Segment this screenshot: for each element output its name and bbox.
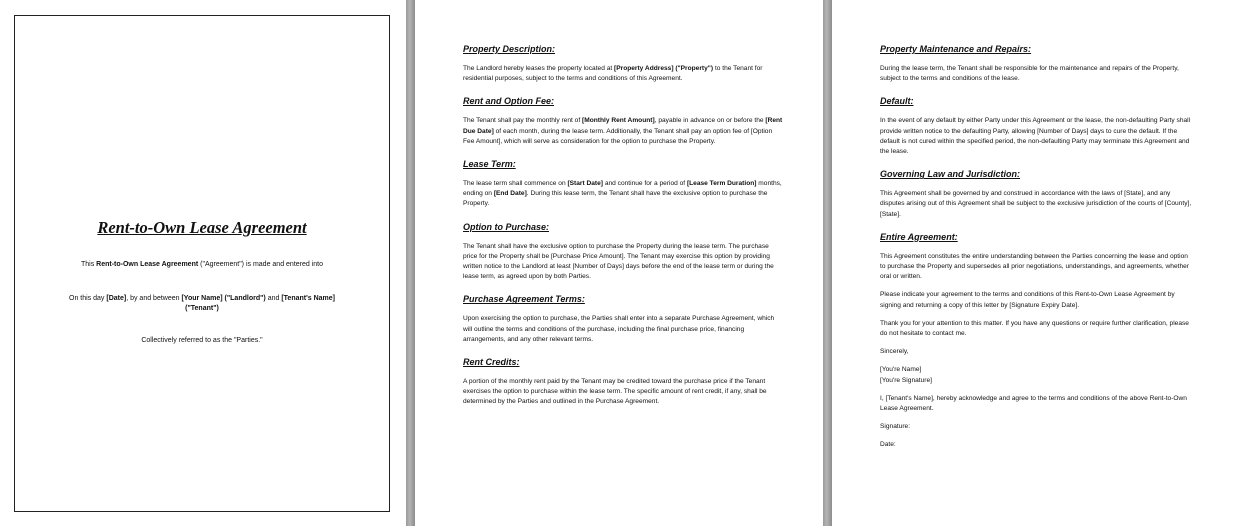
section-lease-term (463, 159, 783, 210)
landlord-placeholder: [Your Name] ("Landlord") (181, 295, 266, 302)
text-span: and continue for a period of (603, 180, 687, 188)
page-two (415, 0, 823, 526)
text-purchase-agreement-terms: Upon exercising the option to purchase, the Parties shall enter into a separate Purchase Agreement, which will outline the terms and conditions of the purchase, including the final purchase price, financing arrangements, and any other relevant terms. (463, 315, 775, 343)
text-lease-term (463, 179, 783, 210)
cover-page (14, 15, 390, 512)
text-span: The Tenant shall pay the monthly rent of (463, 117, 583, 125)
text-span: to the Tenant for residential purposes, subject to the terms and conditions of this Agreement. (463, 65, 763, 83)
section-governing-law (880, 169, 1192, 220)
text-default: In the event of any default by either Party under this Agreement or the lease, the non-defaulting Party shall provide written notice to the defaulting Party, allowing [Number of Days] days to cure the default. If the default is not cured within the specified period, the non-defaulting Party may terminate this Agreement and the lease. (880, 117, 1191, 156)
heading-maintenance: Property Maintenance and Repairs: (880, 44, 1032, 54)
text-span: months, ending on (463, 180, 782, 198)
monthly-rent-placeholder: [Monthly Rent Amount] (582, 117, 655, 125)
section-default (880, 96, 1192, 157)
text-span: The Landlord hereby leases the property located at (463, 65, 615, 72)
page-three (832, 0, 1239, 526)
text-span: , payable in advance on or before the (654, 117, 766, 125)
text-entire-agreement: This Agreement constitutes the entire understanding between the Parties concerning the lease and option to purchase the Property and supersedes all prior negotiations, understandings, and agreements, whether oral or written. (880, 252, 1189, 281)
tenant-placeholder: [Tenant's Name] (281, 295, 335, 302)
cover-parties (35, 294, 369, 313)
landlord-signature-placeholder: [You're Signature] (880, 376, 932, 384)
page-gutter-left (406, 0, 415, 526)
heading-default: Default: (880, 96, 914, 107)
parties-text: On this day (69, 295, 107, 302)
heading-rent-credits: Rent Credits: (463, 357, 520, 368)
date-label: Date: (880, 441, 896, 449)
signature-label: Signature: (880, 423, 911, 431)
page-two-column (463, 44, 783, 420)
rent-due-date-placeholder: [Rent Due Date] (463, 117, 783, 135)
section-rent-credits (463, 357, 783, 408)
heading-lease-term: Lease Term: (463, 159, 516, 170)
section-option-to-purchase (463, 222, 783, 283)
page-three-column (880, 44, 1192, 463)
heading-option-to-purchase: Option to Purchase: (463, 221, 550, 232)
text-signing-request: Please indicate your agreement to the terms and conditions of this Rent-to-Own Lease Agreement by signing and returning a copy of this letter by [Signature Expiry Date]. (880, 291, 1175, 309)
parties-text-2: , by and between (126, 295, 182, 302)
text-option-to-purchase: The Tenant shall have the exclusive option to purchase the Property during the lease term. The purchase price for the Property shall be [Purchase Price Amount]. The Tenant may exercise this option by providing written notice to the Landlord at least [Number of Days] days before the end of the lease term or during the lease term, as agreed upon by both Parties. (463, 242, 774, 281)
text-span: . During this lease term, the Tenant shall have the exclusive option to purchase the Property. (463, 190, 768, 208)
heading-purchase-agreement-terms: Purchase Agreement Terms: (463, 294, 585, 305)
text-governing-law: This Agreement shall be governed by and construed in accordance with the laws of [State], and any disputes arising out of this Agreement shall be subject to the exclusive jurisdiction of the courts of [County], [State]. (880, 190, 1192, 218)
intro-text: This (80, 261, 97, 268)
text-span: of each month, during the lease term. Additionally, the Tenant shall pay an option fee of [Option Fee Amount], which will serve as consideration for the option to purchase the Property. (463, 127, 773, 145)
tenant-label: ("Tenant") (185, 304, 219, 312)
text-span: The lease term shall commence on (463, 180, 568, 188)
intro-text-end: ("Agreement") is made and entered into (198, 261, 324, 268)
heading-entire-agreement: Entire Agreement: (880, 231, 958, 242)
text-thank-you: Thank you for your attention to this matter. If you have any questions or require further clarification, please do not hesitate to contact me. (880, 319, 1189, 338)
heading-rent-option-fee: Rent and Option Fee: (463, 96, 554, 107)
section-entire-agreement (880, 232, 1192, 451)
page-gutter-right (823, 0, 832, 526)
section-rent-option-fee (463, 96, 783, 147)
intro-bold: Rent-to-Own Lease Agreement (96, 261, 199, 268)
cover-collective: Collectively referred to as the "Parties." (141, 337, 263, 344)
section-maintenance (880, 44, 1192, 84)
document-title: Rent-to-Own Lease Agreement (97, 218, 307, 237)
heading-property-description: Property Description: (463, 44, 556, 54)
section-purchase-agreement-terms (463, 294, 783, 345)
text-property-description (463, 64, 783, 84)
text-maintenance: During the lease term, the Tenant shall be responsible for the maintenance and repairs of the Property, subject to the terms and conditions of the lease. (880, 65, 1179, 83)
date-placeholder: [Date] (106, 295, 127, 302)
heading-governing-law: Governing Law and Jurisdiction: (880, 169, 1021, 180)
text-sincerely: Sincerely, (880, 348, 909, 356)
text-tenant-acknowledgement: I, [Tenant's Name], hereby acknowledge and agree to the terms and conditions of the above Rent-to-Own Lease Agreement. (880, 394, 1187, 413)
parties-and: and (265, 295, 282, 302)
cover-intro (35, 260, 369, 270)
end-date-placeholder: [End Date] (493, 190, 527, 198)
signature-block-landlord (880, 365, 1192, 385)
text-rent-option-fee (463, 116, 783, 147)
landlord-name-placeholder: [You're Name] (880, 366, 922, 374)
start-date-placeholder: [Start Date] (567, 180, 603, 188)
text-rent-credits: A portion of the monthly rent paid by the Tenant may be credited toward the purchase price if the Tenant exercises the option to purchase within the lease term. The specific amount of rent credit, if any, shall be determined by the Parties and outlined in the Purchase Agreement. (463, 378, 767, 406)
section-property-description (463, 44, 783, 84)
lease-duration-placeholder: [Lease Term Duration] (686, 180, 757, 188)
property-address-placeholder: [Property Address] ("Property") (614, 65, 714, 72)
